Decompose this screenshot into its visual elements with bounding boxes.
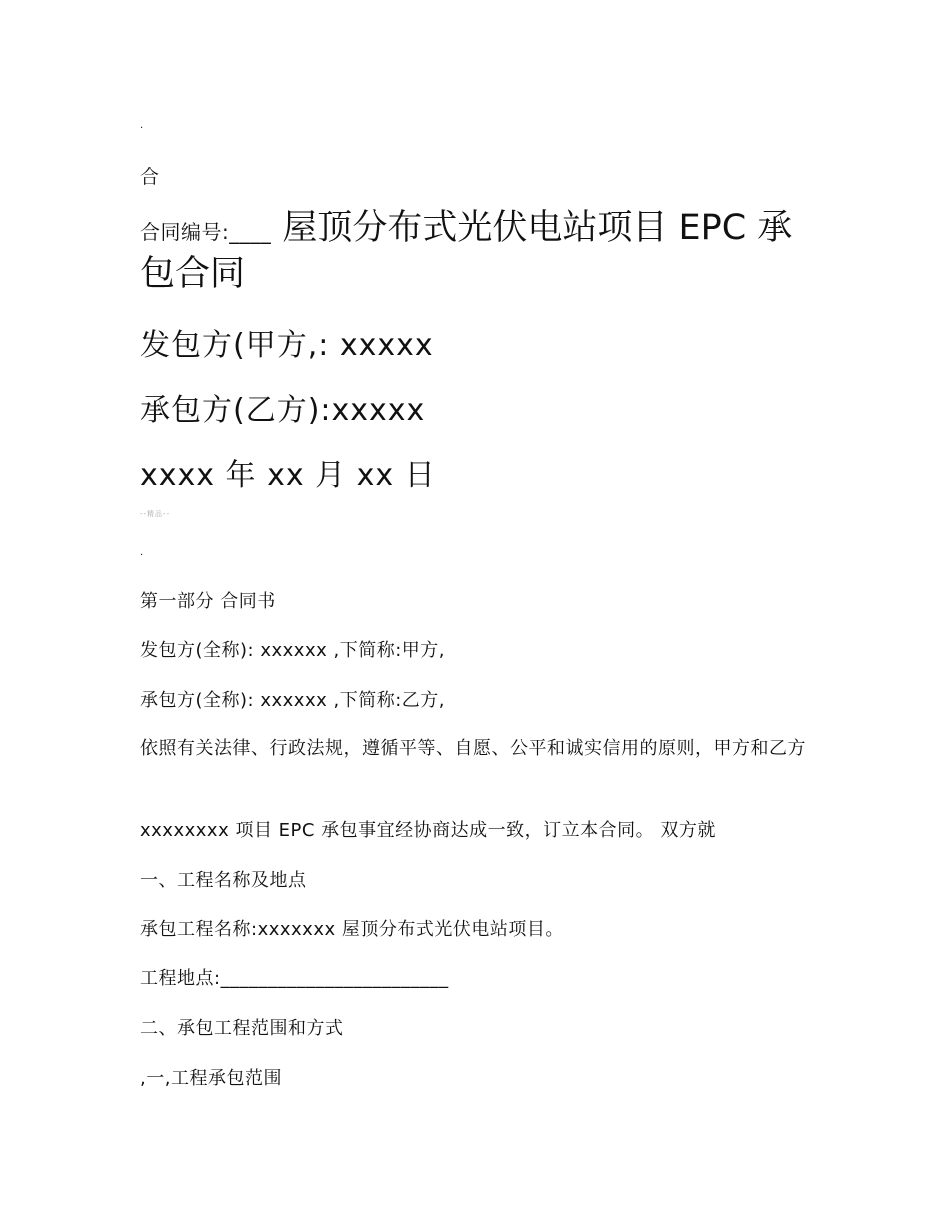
part-title: 第一部分 合同书 — [140, 591, 276, 612]
page-dot-2: . — [140, 547, 144, 558]
page-dot: . — [140, 120, 144, 131]
contract-date: xxxx 年 xx 月 xx 日 — [140, 458, 436, 493]
contract-number-label: 合同编号:____ — [140, 220, 272, 244]
preamble-paragraph: 依照有关法律、行政法规，遵循平等、自愿、公平和诚实信用的原则，甲方和乙方 — [140, 738, 806, 759]
watermark-label: --精品-- — [140, 510, 171, 518]
preamble-continuation: xxxxxxxx 项目 EPC 承包事宜经协商达成一致，订立本合同。 双方就 — [140, 820, 716, 841]
subsection-1-heading: ,一,工程承包范围 — [140, 1068, 282, 1089]
heading-fragment: 合 — [140, 166, 160, 188]
contract-title-block — [140, 207, 800, 295]
project-name-line: 承包工程名称:xxxxxxx 屋顶分布式光伏电站项目。 — [140, 919, 564, 940]
contract-title: 屋顶分布式光伏电站项目 EPC 承包合同 — [140, 208, 793, 294]
section-2-heading: 二、承包工程范围和方式 — [140, 1018, 344, 1039]
party-a-line: 发包方(甲方,: xxxxx — [140, 328, 434, 363]
section-1-heading: 一、工程名称及地点 — [140, 870, 307, 891]
employer-line: 发包方(全称): xxxxxx ,下简称:甲方, — [140, 640, 445, 661]
party-b-line: 承包方(乙方):xxxxx — [140, 393, 426, 428]
contractor-line: 承包方(全称): xxxxxx ,下简称:乙方, — [140, 690, 445, 711]
project-location-line: 工程地点:________________________ — [140, 968, 449, 989]
